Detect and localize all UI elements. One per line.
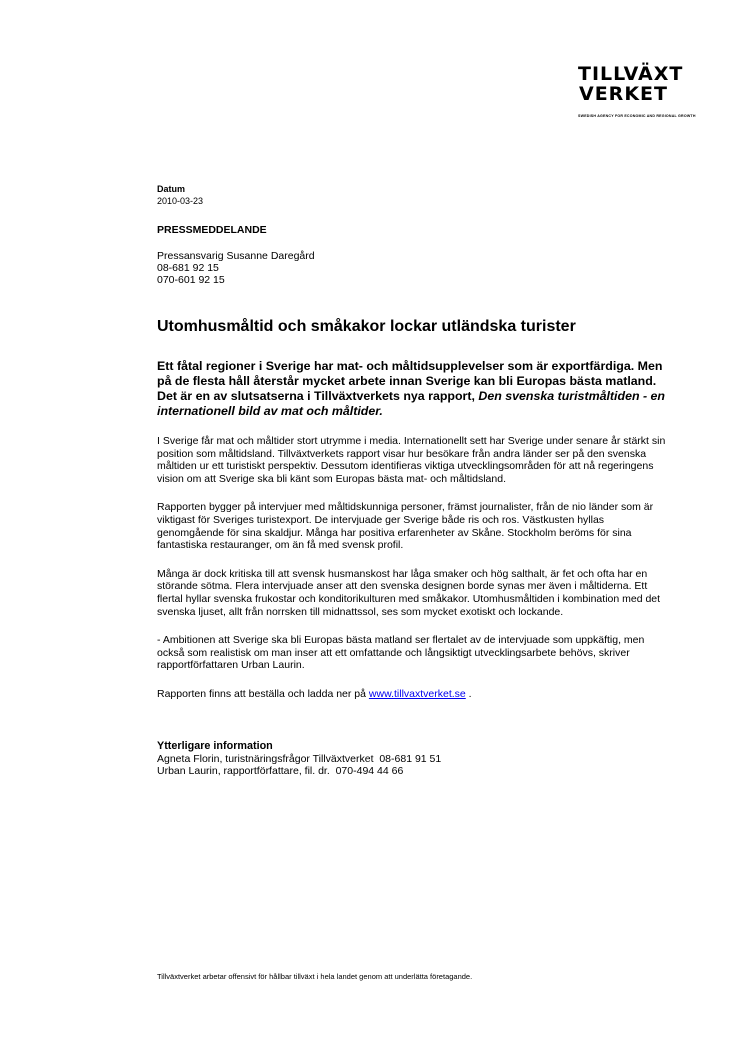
footer-text: Tillväxtverket arbetar offensivt för hållbar tillväxt i hela landet genom att underlätta företagande. <box>157 972 473 981</box>
body-paragraph-4: - Ambitionen att Sverige ska bli Europas bästa matland ser flertalet av de intervjuade som uppkäftig, men också som realistisk om man inser att ett omfattande och långsiktigt utvecklingsarbete behövs, skriver rapportförfattaren Urban Laurin. <box>157 634 645 672</box>
lead-text: Ett fåtal regioner i Sverige har mat- och måltidsupplevelser som är exportfärdiga. Men på de flesta håll återstår mycket arbete innan Sverige kan bli Europas bästa matland. Det är en av slutsatserna i Tillväxtverkets nya rapport, <box>157 359 663 403</box>
body-paragraph-1: I Sverige får mat och måltider stort utrymme i media. Internationellt sett har Sverige under senare år stärkt sin position som måltidsland. Tillväxtverkets rapport visar hur besökare från andra länder ser på den svenska måltiden ur ett turistiskt perspektiv. Dessutom identifieras viktiga utvecklingsområden för att nå regeringens vision om att Sverige ska bli känt som Europas bästa mat- och måltidsland. <box>157 435 666 485</box>
body-paragraph-3: Många är dock kritiska till att svensk husmanskost har låga smaker och hög salthalt, är fet och ofta har en störande sötma. Flera intervjuade anser att den svenska designen borde synas mer även i måltiderna. Ett flertal hyllar svenska frukostar och konditorikulturen med småkakor. Utomhusmåltiden i kombination med det svenska ljuset, allt från norrsken till midnattssol, ses som mycket exotiskt och lockande. <box>157 567 661 618</box>
headline: Utomhusmåltid och småkakor lockar utländska turister <box>157 318 576 335</box>
document-type-label: PRESSMEDDELANDE <box>157 224 267 236</box>
press-contact-name: Pressansvarig Susanne Daregård <box>157 250 315 262</box>
website-link[interactable]: www.tillvaxtverket.se <box>368 687 466 700</box>
order-text: Rapporten finns att beställa och ladda ner på <box>157 687 369 700</box>
tillvaxtverket-logo <box>578 64 702 119</box>
body-paragraph-2: Rapporten bygger på intervjuer med måltidskunniga personer, främst journalister, från de nio länder som är viktigast för Sveriges turistexport. De intervjuade ger Sverige både ris och ros. Västkusten hyllas genomgående för sina skaldjur. Många har positiva erfarenheter av Skåne. Stockholm beröms för sina fantastiska restauranger, om än få med svensk profil. <box>157 501 654 552</box>
press-release-body <box>157 183 667 778</box>
order-paragraph <box>157 688 667 701</box>
press-contact-phone-2: 070-601 92 15 <box>157 274 225 286</box>
lead-paragraph <box>157 359 667 419</box>
press-contact <box>157 250 667 286</box>
press-contact-phone-1: 08-681 92 15 <box>157 262 219 274</box>
order-suffix: . <box>465 687 472 700</box>
more-info-heading: Ytterligare information <box>157 739 273 752</box>
date-value: 2010-03-23 <box>157 196 204 206</box>
logo-text-line1: TILLVÄXT <box>578 63 684 85</box>
report-title: Den svenska turistmåltiden - en internationell bild av mat och måltider. <box>157 389 665 418</box>
logo-text-line2: VERKET <box>579 83 668 105</box>
more-info-contact-1: Agneta Florin, turistnäringsfrågor Tillväxtverket 08-681 91 51 <box>157 752 442 765</box>
logo-tagline: SWEDISH AGENCY FOR ECONOMIC AND REGIONAL GROWTH <box>578 114 696 118</box>
date-label: Datum <box>157 184 186 194</box>
more-info-contact-2: Urban Laurin, rapportförfattare, fil. dr. 070-494 44 66 <box>157 765 404 778</box>
